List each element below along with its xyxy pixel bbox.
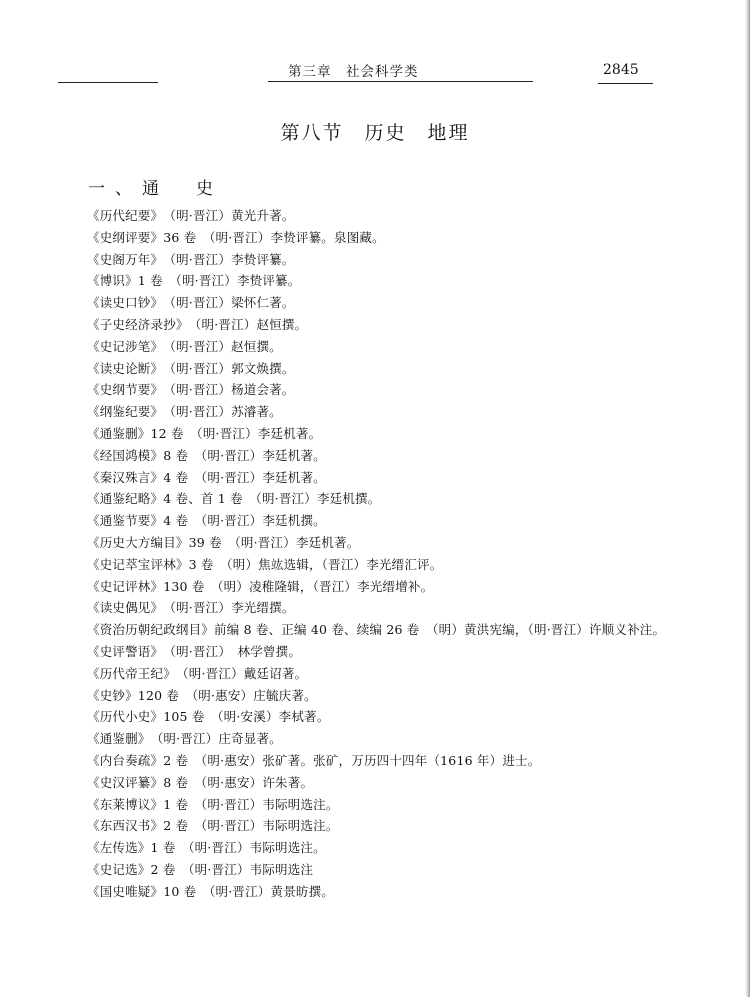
list-item: 《历代帝王纪》 （明·晋江）戴廷诏著。 <box>87 665 308 681</box>
header-rule-middle <box>268 81 533 82</box>
list-item: 《子史经济录抄》 （明·晋江）赵恒撰。 <box>87 316 308 332</box>
list-item: 《通鉴纪略》4 卷、首 1 卷 （明·晋江）李廷机撰。 <box>87 491 381 507</box>
list-item: 《史钞》120 卷 （明·惠安）庄毓庆著。 <box>87 687 317 703</box>
list-item: 《东西汉书》2 卷 （明·晋江）韦际明选注。 <box>87 818 339 834</box>
list-item: 《史记萃宝评林》3 卷 （明）焦竑选辑，（晋江）李光缙汇评。 <box>87 556 443 572</box>
header-rule-right <box>598 83 653 84</box>
list-item: 《左传选》1 卷 （明·晋江）韦际明选注。 <box>87 840 326 856</box>
list-item: 《史记涉笔》 （明·晋江）赵恒撰。 <box>87 338 282 354</box>
header-rule-left <box>58 82 158 83</box>
list-item: 《东莱博议》1 卷 （明·晋江）韦际明选注。 <box>87 796 339 812</box>
subsection-heading: 一、通 史 <box>88 179 223 199</box>
list-item: 《史评警语》 （明·晋江） 林学曾撰。 <box>87 643 302 659</box>
section-title: 第八节 历史 地理 <box>280 122 470 144</box>
list-item: 《博识》1 卷 （明·晋江）李贽评纂。 <box>87 273 301 289</box>
list-item: 《通鉴删》 （明·晋江）庄奇显著。 <box>87 731 282 747</box>
list-item: 《通鉴节要》4 卷 （明·晋江）李廷机撰。 <box>87 513 326 529</box>
list-item: 《史汉评纂》8 卷 （明·惠安）许朱著。 <box>87 774 314 790</box>
chapter-title: 第三章 社会科学类 <box>288 64 419 80</box>
list-item: 《资治历朝纪政纲目》前编 8 卷、正编 40 卷、续编 26 卷 （明）黄洪宪编，（明·晋江）许顺义补注。 <box>87 622 666 638</box>
entry-list <box>56 205 666 903</box>
list-item: 《史纲评要》36 卷 （明·晋江）李贽评纂。泉图藏。 <box>87 229 385 245</box>
list-item: 《通鉴删》12 卷 （明·晋江）李廷机著。 <box>87 425 322 441</box>
list-item: 《读史偶见》 （明·晋江）李光缙撰。 <box>87 600 295 616</box>
list-item: 《内台奏疏》2 卷 （明·惠安）张矿著。张矿，万历四十四年（1616 年）进士。 <box>87 752 541 768</box>
list-item: 《读史口钞》 （明·晋江）梁怀仁著。 <box>87 295 295 311</box>
list-item: 《史记选》2 卷 （明·晋江）韦际明选注 <box>87 861 314 877</box>
list-item: 《历代纪要》 （明·晋江）黄光升著。 <box>87 208 295 223</box>
scan-edge-shadow <box>745 0 750 997</box>
list-item: 《史阁万年》 （明·晋江）李贽评纂。 <box>87 251 295 267</box>
page-number: 2845 <box>603 62 639 78</box>
list-item: 《读史论断》 （明·晋江）郭文焕撰。 <box>87 360 295 376</box>
list-item: 《经国鸿模》8 卷 （明·晋江）李廷机著。 <box>87 447 326 463</box>
list-item: 《纲鉴纪要》 （明·晋江）苏濬著。 <box>87 404 282 420</box>
list-item: 《史纲节要》 （明·晋江）杨道会著。 <box>87 382 295 398</box>
list-item: 《历代小史》105 卷 （明·安溪）李栻著。 <box>87 709 330 725</box>
list-item: 《历史大方编目》39 卷 （明·晋江）李廷机著。 <box>87 534 360 550</box>
list-item: 《国史唯疑》10 卷 （明·晋江）黄景昉撰。 <box>87 883 335 899</box>
list-item: 《史记评林》130 卷 （明）凌稚隆辑，（晋江）李光缙增补。 <box>87 578 434 594</box>
list-item: 《秦汉殊言》4 卷 （明·晋江）李廷机著。 <box>87 469 326 485</box>
running-head <box>58 58 653 88</box>
